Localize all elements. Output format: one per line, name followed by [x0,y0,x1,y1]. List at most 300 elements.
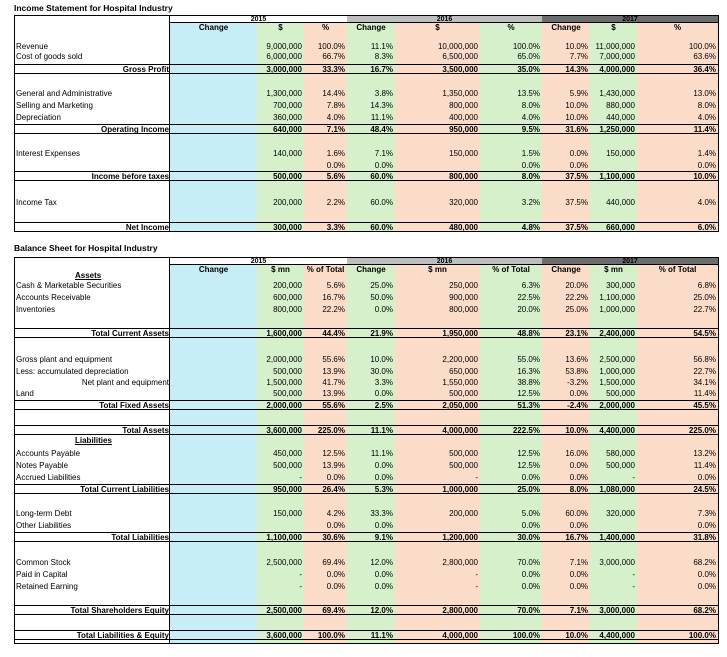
balance-cell-pct-2015: 44.4% [322,329,345,338]
balance-row-label: Total Liabilities [111,533,169,542]
income-cell-pct-2015: 100.0% [317,42,345,51]
balance-cell-value-2016: - [475,582,478,591]
income-cell-change-2016: 60.0% [370,198,393,207]
income-cell-pct-2017: 63.6% [693,52,716,61]
balance-row-label: Total Shareholders Equity [70,606,169,615]
balance-header-pct-2016: % of Total [492,265,530,274]
balance-cell-value-2015: 3,600,000 [266,426,302,435]
income-cell-value-2016: 800,000 [449,172,478,181]
income-cell-pct-2017: 13.0% [693,89,716,98]
balance-cell-value-2017: 1,400,000 [599,533,635,542]
balance-cell-pct-2015: 0.0% [326,521,345,530]
income-cell-value-2016: 10,000,000 [437,42,478,51]
balance-cell-pct-2016: 70.0% [517,606,540,615]
balance-cell-pct-2015: 69.4% [322,606,345,615]
income-cell-change-2017: 0.0% [569,149,588,158]
income-cell-value-2016: 6,500,000 [442,52,478,61]
balance-row-label: Total Fixed Assets [99,401,169,410]
income-cell-pct-2015: 0.0% [326,161,345,170]
balance-cell-value-2017: - [632,582,635,591]
balance-cell-pct-2016: 51.3% [517,401,540,410]
balance-cell-change-2016: 11.1% [370,449,393,458]
balance-cell-pct-2016: 30.0% [517,533,540,542]
income-cell-change-2016: 60.0% [370,172,393,181]
income-year-2017: 2017 [542,16,718,23]
income-year-2016: 2016 [347,16,542,23]
income-row-label: Cost of goods sold [16,52,83,61]
balance-cell-change-2017: 10.0% [565,631,588,640]
balance-header-pct-2015: % of Total [306,265,345,274]
balance-cell-change-2017: 0.0% [569,461,588,470]
balance-cell-change-2016: 0.0% [374,305,393,314]
income-cell-pct-2017: 6.0% [697,223,716,232]
balance-cell-value-2017: 1,000,000 [599,305,635,314]
balance-row-label: Accounts Receivable [16,293,91,302]
balance-row-label: Land [16,389,34,398]
balance-row-label: Inventories [16,305,56,314]
balance-cell-change-2017: -2.4% [567,401,588,410]
income-cell-value-2015: 360,000 [273,113,302,122]
balance-row [15,367,718,377]
income-cell-pct-2016: 8.0% [521,101,540,110]
balance-cell-pct-2017: 0.0% [697,521,716,530]
balance-row [15,473,718,483]
balance-row [15,400,718,410]
income-cell-value-2016: 320,000 [449,198,478,207]
income-header-pct-2017: % [673,23,682,32]
income-cell-pct-2016: 65.0% [517,52,540,61]
balance-row [15,355,718,365]
balance-cell-pct-2017: 22.7% [693,305,716,314]
balance-cell-pct-2015: 13.9% [322,367,345,376]
balance-sheet-title: Balance Sheet for Hospital Industry [14,243,158,253]
income-cell-value-2015: 700,000 [273,101,302,110]
balance-row-label: Total Current Liabilities [80,485,169,494]
balance-cell-pct-2015: 26.4% [322,485,345,494]
balance-cell-pct-2017: 100.0% [688,631,716,640]
balance-cell-change-2016: 50.0% [370,293,393,302]
balance-cell-value-2017: 3,000,000 [599,606,635,615]
balance-cell-value-2016: 1,000,000 [442,485,478,494]
income-header-change-2015: Change [198,23,229,32]
balance-cell-change-2017: 53.8% [565,367,588,376]
income-cell-value-2017: 7,000,000 [599,52,635,61]
balance-cell-pct-2017: 68.2% [693,558,716,567]
balance-cell-change-2017: 7.1% [569,606,588,615]
balance-cell-value-2016: - [475,473,478,482]
balance-cell-change-2016: 21.9% [370,329,393,338]
income-cell-change-2017: 5.9% [569,89,588,98]
income-cell-change-2017: 37.5% [565,223,588,232]
balance-row-label: Less: accumulated depreciation [16,367,129,376]
income-row-label: Income Tax [16,198,57,207]
balance-cell-pct-2016: 100.0% [512,631,540,640]
balance-cell-pct-2016: 0.0% [521,473,540,482]
balance-header-value-2015: $ mn [271,265,290,274]
balance-cell-value-2016: 650,000 [449,367,478,376]
balance-cell-pct-2016: 22.5% [517,293,540,302]
balance-row [15,436,718,446]
income-statement-title: Income Statement for Hospital Industry [14,3,173,13]
balance-cell-value-2016: 250,000 [449,281,478,290]
balance-cell-change-2017: 8.0% [569,485,588,494]
balance-row [15,532,718,542]
balance-cell-value-2015: 2,000,000 [266,355,302,364]
balance-cell-pct-2015: 12.5% [322,449,345,458]
balance-row [15,305,718,315]
balance-cell-value-2017: 4,400,000 [599,426,635,435]
income-cell-change-2017: 7.7% [569,52,588,61]
balance-cell-change-2016: 11.1% [370,426,393,435]
balance-cell-value-2016: 800,000 [449,305,478,314]
balance-row-label: Total Liabilities & Equity [76,631,169,640]
income-row [15,149,718,159]
balance-row-label: Cash & Marketable Securities [16,281,122,290]
income-row [15,52,718,62]
balance-cell-pct-2015: 69.4% [322,558,345,567]
income-cell-change-2016: 0.0% [374,161,393,170]
balance-cell-pct-2015: 16.7% [322,293,345,302]
income-cell-change-2016: 48.4% [370,125,393,134]
balance-cell-value-2017: 2,000,000 [599,401,635,410]
balance-cell-value-2017: - [632,473,635,482]
balance-cell-value-2015: 200,000 [273,281,302,290]
income-row-label: Interest Expenses [16,149,81,158]
income-cell-value-2015: 1,300,000 [266,89,302,98]
balance-year-2016: 2016 [347,258,542,265]
balance-cell-value-2016: 2,050,000 [442,401,478,410]
balance-row [15,521,718,531]
balance-row-label: Notes Payable [16,461,69,470]
income-year-2015: 2015 [170,16,347,23]
balance-cell-change-2016: 0.0% [374,570,393,579]
balance-header-change-2016: Change [356,265,386,274]
income-statement-table [14,15,719,232]
balance-cell-change-2017: 25.0% [565,305,588,314]
balance-row [15,461,718,471]
balance-cell-value-2015: - [299,582,302,591]
balance-cell-pct-2015: 22.2% [322,305,345,314]
income-cell-change-2017: 10.0% [565,113,588,122]
income-row-label: Gross Profit [122,65,169,74]
income-cell-pct-2017: 1.4% [697,149,716,158]
balance-cell-value-2015: - [299,473,302,482]
income-cell-change-2017: 14.3% [565,65,588,74]
income-cell-value-2017: 440,000 [606,113,635,122]
balance-cell-change-2017: 0.0% [569,570,588,579]
income-cell-pct-2015: 4.0% [326,113,345,122]
balance-cell-pct-2017: 68.2% [693,606,716,615]
balance-cell-pct-2017: 13.2% [693,449,716,458]
balance-row-label: Retained Earning [16,582,78,591]
balance-sheet-table [14,257,719,644]
balance-cell-value-2017: 500,000 [606,389,635,398]
income-cell-value-2017: 1,100,000 [599,172,635,181]
balance-cell-pct-2016: 12.5% [517,449,540,458]
balance-row-label: Long-term Debt [16,509,72,518]
income-cell-pct-2015: 33.3% [322,65,345,74]
income-cell-value-2017: 1,250,000 [599,125,635,134]
income-cell-change-2017: 37.5% [565,172,588,181]
balance-cell-pct-2016: 0.0% [521,570,540,579]
income-row [15,101,718,111]
income-cell-change-2016: 8.3% [374,52,393,61]
income-cell-pct-2016: 13.5% [517,89,540,98]
income-cell-pct-2016: 4.8% [521,223,540,232]
balance-cell-pct-2015: 0.0% [326,582,345,591]
balance-cell-pct-2017: 31.8% [693,533,716,542]
balance-cell-pct-2016: 16.3% [517,367,540,376]
income-cell-value-2015: 6,000,000 [266,52,302,61]
balance-cell-change-2016: 0.0% [374,521,393,530]
balance-cell-pct-2016: 12.5% [517,389,540,398]
balance-cell-value-2017: 320,000 [606,509,635,518]
income-cell-value-2016: 1,350,000 [442,89,478,98]
balance-cell-value-2015: 3,600,000 [266,631,302,640]
income-cell-value-2017: 1,430,000 [599,89,635,98]
income-cell-value-2016: 950,000 [449,125,478,134]
balance-cell-change-2017: 23.1% [565,329,588,338]
income-cell-pct-2017: 4.0% [697,113,716,122]
balance-cell-change-2016: 30.0% [370,367,393,376]
balance-cell-pct-2016: 12.5% [517,461,540,470]
balance-cell-pct-2015: 13.9% [322,389,345,398]
income-cell-value-2016: 480,000 [449,223,478,232]
balance-cell-value-2015: 500,000 [273,389,302,398]
balance-cell-value-2015: 800,000 [273,305,302,314]
income-cell-value-2015: 140,000 [273,149,302,158]
income-row [15,171,718,181]
balance-cell-pct-2017: 24.5% [693,485,716,494]
income-cell-pct-2016: 0.0% [521,161,540,170]
income-cell-change-2016: 7.1% [374,149,393,158]
balance-cell-value-2015: 1,600,000 [266,329,302,338]
balance-cell-pct-2016: 6.3% [521,281,540,290]
balance-cell-pct-2017: 34.1% [693,378,716,387]
balance-cell-change-2016: 11.1% [370,631,393,640]
income-row-label: Depreciation [16,113,61,122]
balance-cell-change-2017: 20.0% [565,281,588,290]
balance-cell-pct-2015: 41.7% [322,378,345,387]
balance-cell-value-2015: - [299,570,302,579]
income-cell-value-2016: 150,000 [449,149,478,158]
balance-cell-change-2017: 13.6% [565,355,588,364]
balance-cell-change-2017: 0.0% [569,582,588,591]
balance-cell-value-2017: 300,000 [606,281,635,290]
income-cell-value-2017: 150,000 [606,149,635,158]
income-row-label: Net Income [125,223,169,232]
income-cell-pct-2016: 100.0% [512,42,540,51]
balance-cell-change-2016: 12.0% [370,558,393,567]
income-header-value-2016: $ [435,23,440,32]
income-cell-value-2017: 440,000 [606,198,635,207]
balance-cell-value-2017: 1,000,000 [599,367,635,376]
balance-cell-change-2017: 0.0% [569,473,588,482]
income-row [15,222,718,232]
income-cell-value-2015: 200,000 [273,198,302,207]
balance-cell-change-2017: -3.2% [567,378,588,387]
balance-cell-pct-2015: 30.6% [322,533,345,542]
balance-cell-value-2015: 600,000 [273,293,302,302]
income-cell-change-2017: 31.6% [565,125,588,134]
balance-cell-value-2016: 500,000 [449,449,478,458]
income-cell-pct-2016: 3.2% [521,198,540,207]
income-cell-change-2016: 14.3% [370,101,393,110]
balance-cell-change-2016: 3.3% [374,378,393,387]
balance-cell-pct-2017: 22.7% [693,367,716,376]
income-header-change-2016: Change [356,23,386,32]
balance-row [15,582,718,592]
balance-cell-value-2015: 2,500,000 [266,606,302,615]
balance-cell-pct-2016: 38.8% [517,378,540,387]
balance-cell-pct-2015: 0.0% [326,570,345,579]
balance-cell-pct-2016: 25.0% [517,485,540,494]
balance-cell-pct-2017: 11.4% [693,389,716,398]
balance-cell-value-2016: 1,950,000 [442,329,478,338]
balance-cell-pct-2017: 56.8% [693,355,716,364]
balance-cell-value-2015: 1,100,000 [266,533,302,542]
balance-cell-change-2016: 10.0% [370,355,393,364]
balance-cell-change-2016: 0.0% [374,461,393,470]
balance-header-value-2017: $ mn [604,265,623,274]
balance-cell-change-2017: 60.0% [565,509,588,518]
balance-cell-pct-2017: 54.5% [693,329,716,338]
income-cell-change-2017: 10.0% [565,42,588,51]
balance-cell-change-2016: 9.1% [374,533,393,542]
balance-cell-pct-2017: 7.3% [697,509,716,518]
income-cell-value-2016: 3,500,000 [442,65,478,74]
balance-cell-change-2017: 16.7% [565,533,588,542]
balance-cell-change-2016: 0.0% [374,473,393,482]
balance-cell-value-2016: 1,200,000 [442,533,478,542]
balance-cell-pct-2016: 70.0% [517,558,540,567]
balance-cell-value-2016: - [475,570,478,579]
balance-year-2017: 2017 [542,258,718,265]
balance-cell-value-2017: 2,500,000 [599,355,635,364]
balance-cell-change-2017: 16.0% [565,449,588,458]
balance-cell-value-2017: 4,400,000 [599,631,635,640]
balance-header-change-2015: Change [198,265,229,274]
balance-header-change-2017: Change [551,265,581,274]
income-cell-value-2015: 500,000 [273,172,302,181]
income-cell-value-2015: 3,000,000 [266,65,302,74]
balance-cell-value-2015: 2,000,000 [266,401,302,410]
income-cell-change-2016: 60.0% [370,223,393,232]
balance-row-label: Accrued Liabilities [16,473,81,482]
balance-header-pct-2017: % of Total [658,265,697,274]
income-cell-value-2015: 300,000 [273,223,302,232]
balance-cell-pct-2016: 20.0% [517,305,540,314]
balance-cell-pct-2015: 13.9% [322,461,345,470]
income-row [15,124,718,134]
balance-cell-change-2016: 0.0% [374,389,393,398]
balance-cell-pct-2016: 5.0% [521,509,540,518]
balance-row-label: Accounts Payable [16,449,81,458]
income-cell-change-2016: 16.7% [370,65,393,74]
income-header-pct-2015: % [321,23,330,32]
balance-cell-pct-2017: 11.4% [693,461,716,470]
balance-cell-change-2017: 7.1% [569,558,588,567]
balance-cell-change-2016: 25.0% [370,281,393,290]
income-cell-pct-2015: 7.1% [326,125,345,134]
balance-cell-value-2016: 2,800,000 [442,606,478,615]
income-cell-pct-2017: 10.0% [693,172,716,181]
income-cell-pct-2017: 100.0% [688,42,716,51]
balance-cell-pct-2015: 5.6% [326,281,345,290]
balance-cell-value-2016: 4,000,000 [442,631,478,640]
income-row [15,64,718,74]
balance-cell-change-2017: 0.0% [569,521,588,530]
balance-cell-pct-2017: 25.0% [693,293,716,302]
balance-cell-pct-2015: 55.6% [322,401,345,410]
income-cell-pct-2015: 66.7% [322,52,345,61]
balance-cell-value-2015: 1,500,000 [266,378,302,387]
balance-cell-change-2017: 0.0% [569,389,588,398]
balance-cell-pct-2015: 0.0% [326,473,345,482]
income-cell-value-2016: 400,000 [449,113,478,122]
balance-cell-value-2016: 500,000 [449,461,478,470]
balance-row [15,281,718,291]
balance-cell-change-2016: 5.3% [374,485,393,494]
balance-cell-value-2015: 2,500,000 [266,558,302,567]
income-cell-pct-2016: 9.5% [521,125,540,134]
balance-cell-value-2015: 950,000 [273,485,302,494]
balance-row-label: Gross plant and equipment [16,355,113,364]
balance-cell-change-2017: 10.0% [565,426,588,435]
balance-cell-value-2017: 500,000 [606,461,635,470]
balance-cell-value-2016: 2,800,000 [442,558,478,567]
balance-cell-change-2016: 33.3% [370,509,393,518]
balance-row [15,378,718,388]
income-header-change-2017: Change [551,23,581,32]
balance-cell-value-2017: 3,000,000 [599,558,635,567]
income-cell-change-2016: 11.1% [370,42,393,51]
balance-cell-change-2016: 12.0% [370,606,393,615]
balance-row-label: Total Current Assets [91,329,169,338]
balance-row-label: Assets [75,271,102,280]
income-cell-pct-2015: 1.6% [326,149,345,158]
balance-cell-pct-2016: 55.0% [517,355,540,364]
income-cell-value-2017: 660,000 [606,223,635,232]
income-row-label: Income before taxes [91,172,169,181]
income-cell-pct-2017: 8.0% [697,101,716,110]
income-cell-value-2017: 11,000,000 [595,42,635,51]
balance-cell-pct-2016: 48.8% [517,329,540,338]
balance-row [15,271,718,281]
balance-cell-value-2015: 500,000 [273,461,302,470]
balance-cell-value-2017: 2,400,000 [599,329,635,338]
balance-cell-value-2016: 200,000 [449,509,478,518]
income-cell-pct-2017: 4.0% [697,198,716,207]
balance-row [15,425,718,435]
balance-row [15,328,718,338]
balance-cell-pct-2015: 55.6% [322,355,345,364]
balance-row [15,630,718,640]
balance-row-label: Paid in Capital [16,570,68,579]
income-cell-pct-2017: 36.4% [693,65,716,74]
income-cell-pct-2015: 7.8% [326,101,345,110]
balance-cell-value-2015: 150,000 [273,509,302,518]
balance-cell-value-2016: 900,000 [449,293,478,302]
income-cell-pct-2016: 8.0% [521,172,540,181]
balance-cell-value-2016: 4,000,000 [442,426,478,435]
balance-row-label: Total Assets [122,426,169,435]
balance-cell-pct-2016: 0.0% [521,582,540,591]
balance-row-label: Liabilities [75,436,112,445]
income-cell-change-2016: 11.1% [370,113,393,122]
balance-row [15,570,718,580]
income-row-label: Selling and Marketing [16,101,93,110]
